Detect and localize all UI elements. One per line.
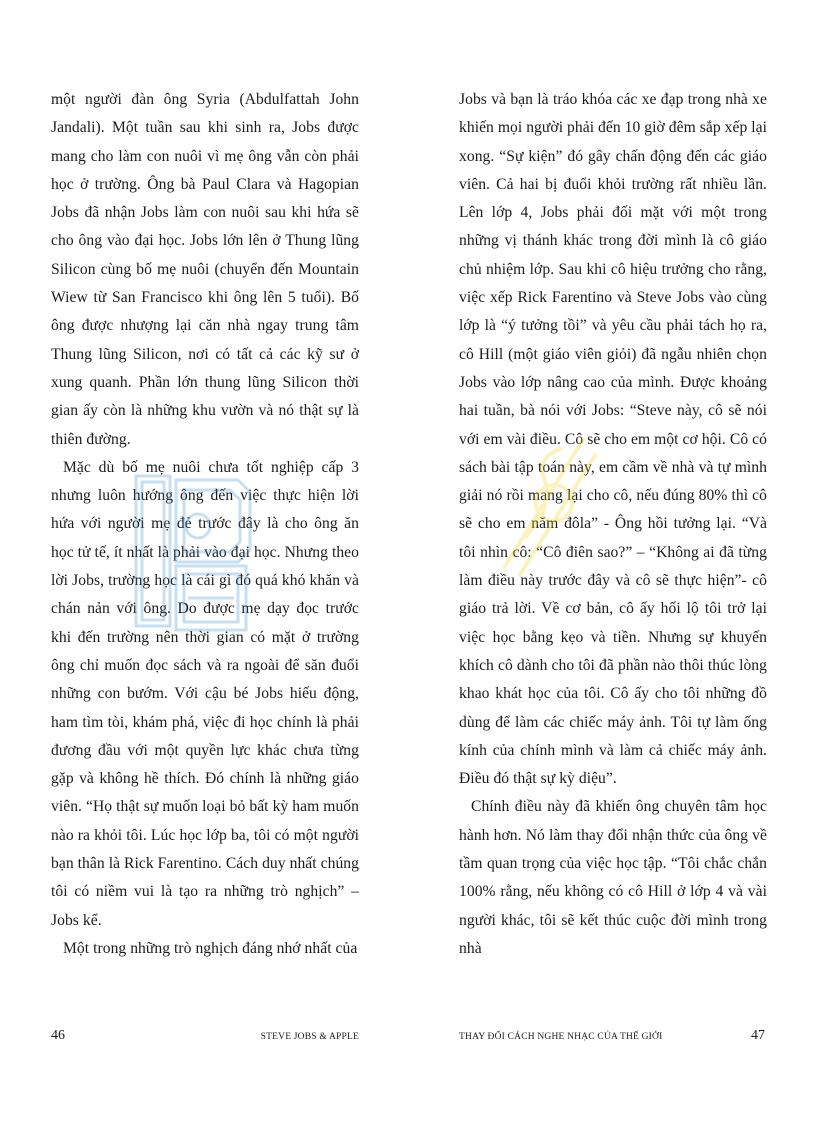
paragraph: Chính điều này đã khiến ông chuyên tâm học hành hơn. Nó làm thay đổi nhận thức của ông về tầm quan trọng của việc học tập. “Tôi chắc chắn 100% rằng, nếu không có cô Hill ở lớp 4 và vài người khác, tôi sẽ kết thúc cuộc đời mình trong nhà bbox=[459, 798, 767, 957]
right-page bbox=[408, 0, 816, 1123]
paragraph: Một trong những trò nghịch đáng nhớ nhất của bbox=[63, 939, 358, 957]
running-head: STEVE JOBS & APPLE bbox=[260, 1032, 359, 1042]
page-number: 47 bbox=[751, 1028, 765, 1043]
running-head: THAY ĐỔI CÁCH NGHE NHẠC CỦA THẾ GIỚI bbox=[459, 1032, 663, 1042]
paragraph: Mặc dù bố mẹ nuôi chưa tốt nghiệp cấp 3 nhưng luôn hướng ông đến việc thực hiện lời hứa với người mẹ đẻ trước đây là cho ông ăn học tử tế, ít nhất là phải vào đại học. Nhưng theo lời Jobs, trường học là cái gì đó quá khó khăn và chán nản với ông. Do được mẹ dạy đọc trước khi đến trường nên thời gian có mặt ở trường ông chỉ muốn đọc sách và ra ngoài để săn đuổi những con bướm. Với cậu bé Jobs hiếu động, ham tìm tòi, khám phá, việc đi học chính là phải đương đầu với một quyền lực khác chưa từng gặp và không hề thích. Đó chính là những giáo viên. “Họ thật sự muốn loại bỏ bất kỳ ham muốn nào ra khỏi tôi. Lúc học lớp ba, tôi có một người bạn thân là Rick Farentino. Cách duy nhất chúng tôi có niềm vui là tạo ra những trò nghịch” – Jobs kể. bbox=[51, 458, 359, 929]
left-page-body bbox=[51, 86, 359, 963]
paragraph: một người đàn ông Syria (Abdulfattah John Jandali). Một tuần sau khi sinh ra, Jobs được mang cho làm con nuôi vì mẹ ông vẫn còn phải học ở trường. Ông bà Paul Clara và Hagopian Jobs đã nhận Jobs làm con nuôi sau khi hứa sẽ cho ông vào đại học. Jobs lớn lên ở Thung lũng Silicon cùng bố mẹ nuôi (chuyển đến Mountain Wiew từ San Francisco khi ông lên 5 tuổi). Bố ông được nhượng lại căn nhà ngay trung tâm Thung lũng Silicon, nơi có tất cả các kỹ sư ở xung quanh. Phần lớn thung lũng Silicon thời gian ấy còn là những khu vườn và nó thật sự là thiên đường. bbox=[51, 91, 359, 448]
right-page-body bbox=[459, 86, 767, 963]
paragraph: Jobs và bạn là tráo khóa các xe đạp trong nhà xe khiến mọi người phải đến 10 giờ đêm sắp xếp lại xong. “Sự kiện” đó gây chấn động đến các giáo viên. Cả hai bị đuổi khỏi trường rất nhiều lần. Lên lớp 4, Jobs phải đối mặt với một trong những vị thánh khác trong đời mình là cô giáo chủ nhiệm lớp. Sau khi cô hiệu trưởng cho rằng, việc xếp Rick Farentino và Steve Jobs vào cùng lớp là “ý tưởng tồi” và yêu cầu phải tách họ ra, cô Hill (một giáo viên giỏi) đã ngẫu nhiên chọn Jobs vào lớp nâng cao của mình. Được khoảng hai tuần, bà nói với Jobs: “Steve này, cô sẽ nói với em vài điều. Cô sẽ cho em một cơ hội. Cô có sách bài tập toán này, em cầm về nhà và tự mình giải nó rồi mang lại cho cô, nếu đúng 80% thì cô sẽ cho em năm đôla” - Ông hồi tưởng lại. “Và tôi nhìn cô: “Cô điên sao?” – “Không ai đã từng làm điều này trước đây và cô sẽ thực hiện”- cô giáo trả lời. Về cơ bản, cô ấy hối lộ tôi trở lại việc học bằng kẹo và tiền. Nhưng sự khuyến khích cô dành cho tôi đã phần nào thôi thúc lòng khao khát học của tôi. Cô ấy cho tôi những đồ dùng để làm các chiếc máy ảnh. Tôi tự làm ống kính của chính mình và làm cả chiếc máy ảnh. Điều đó thật sự kỳ diệu”. bbox=[459, 91, 767, 788]
page-number: 46 bbox=[51, 1028, 65, 1043]
